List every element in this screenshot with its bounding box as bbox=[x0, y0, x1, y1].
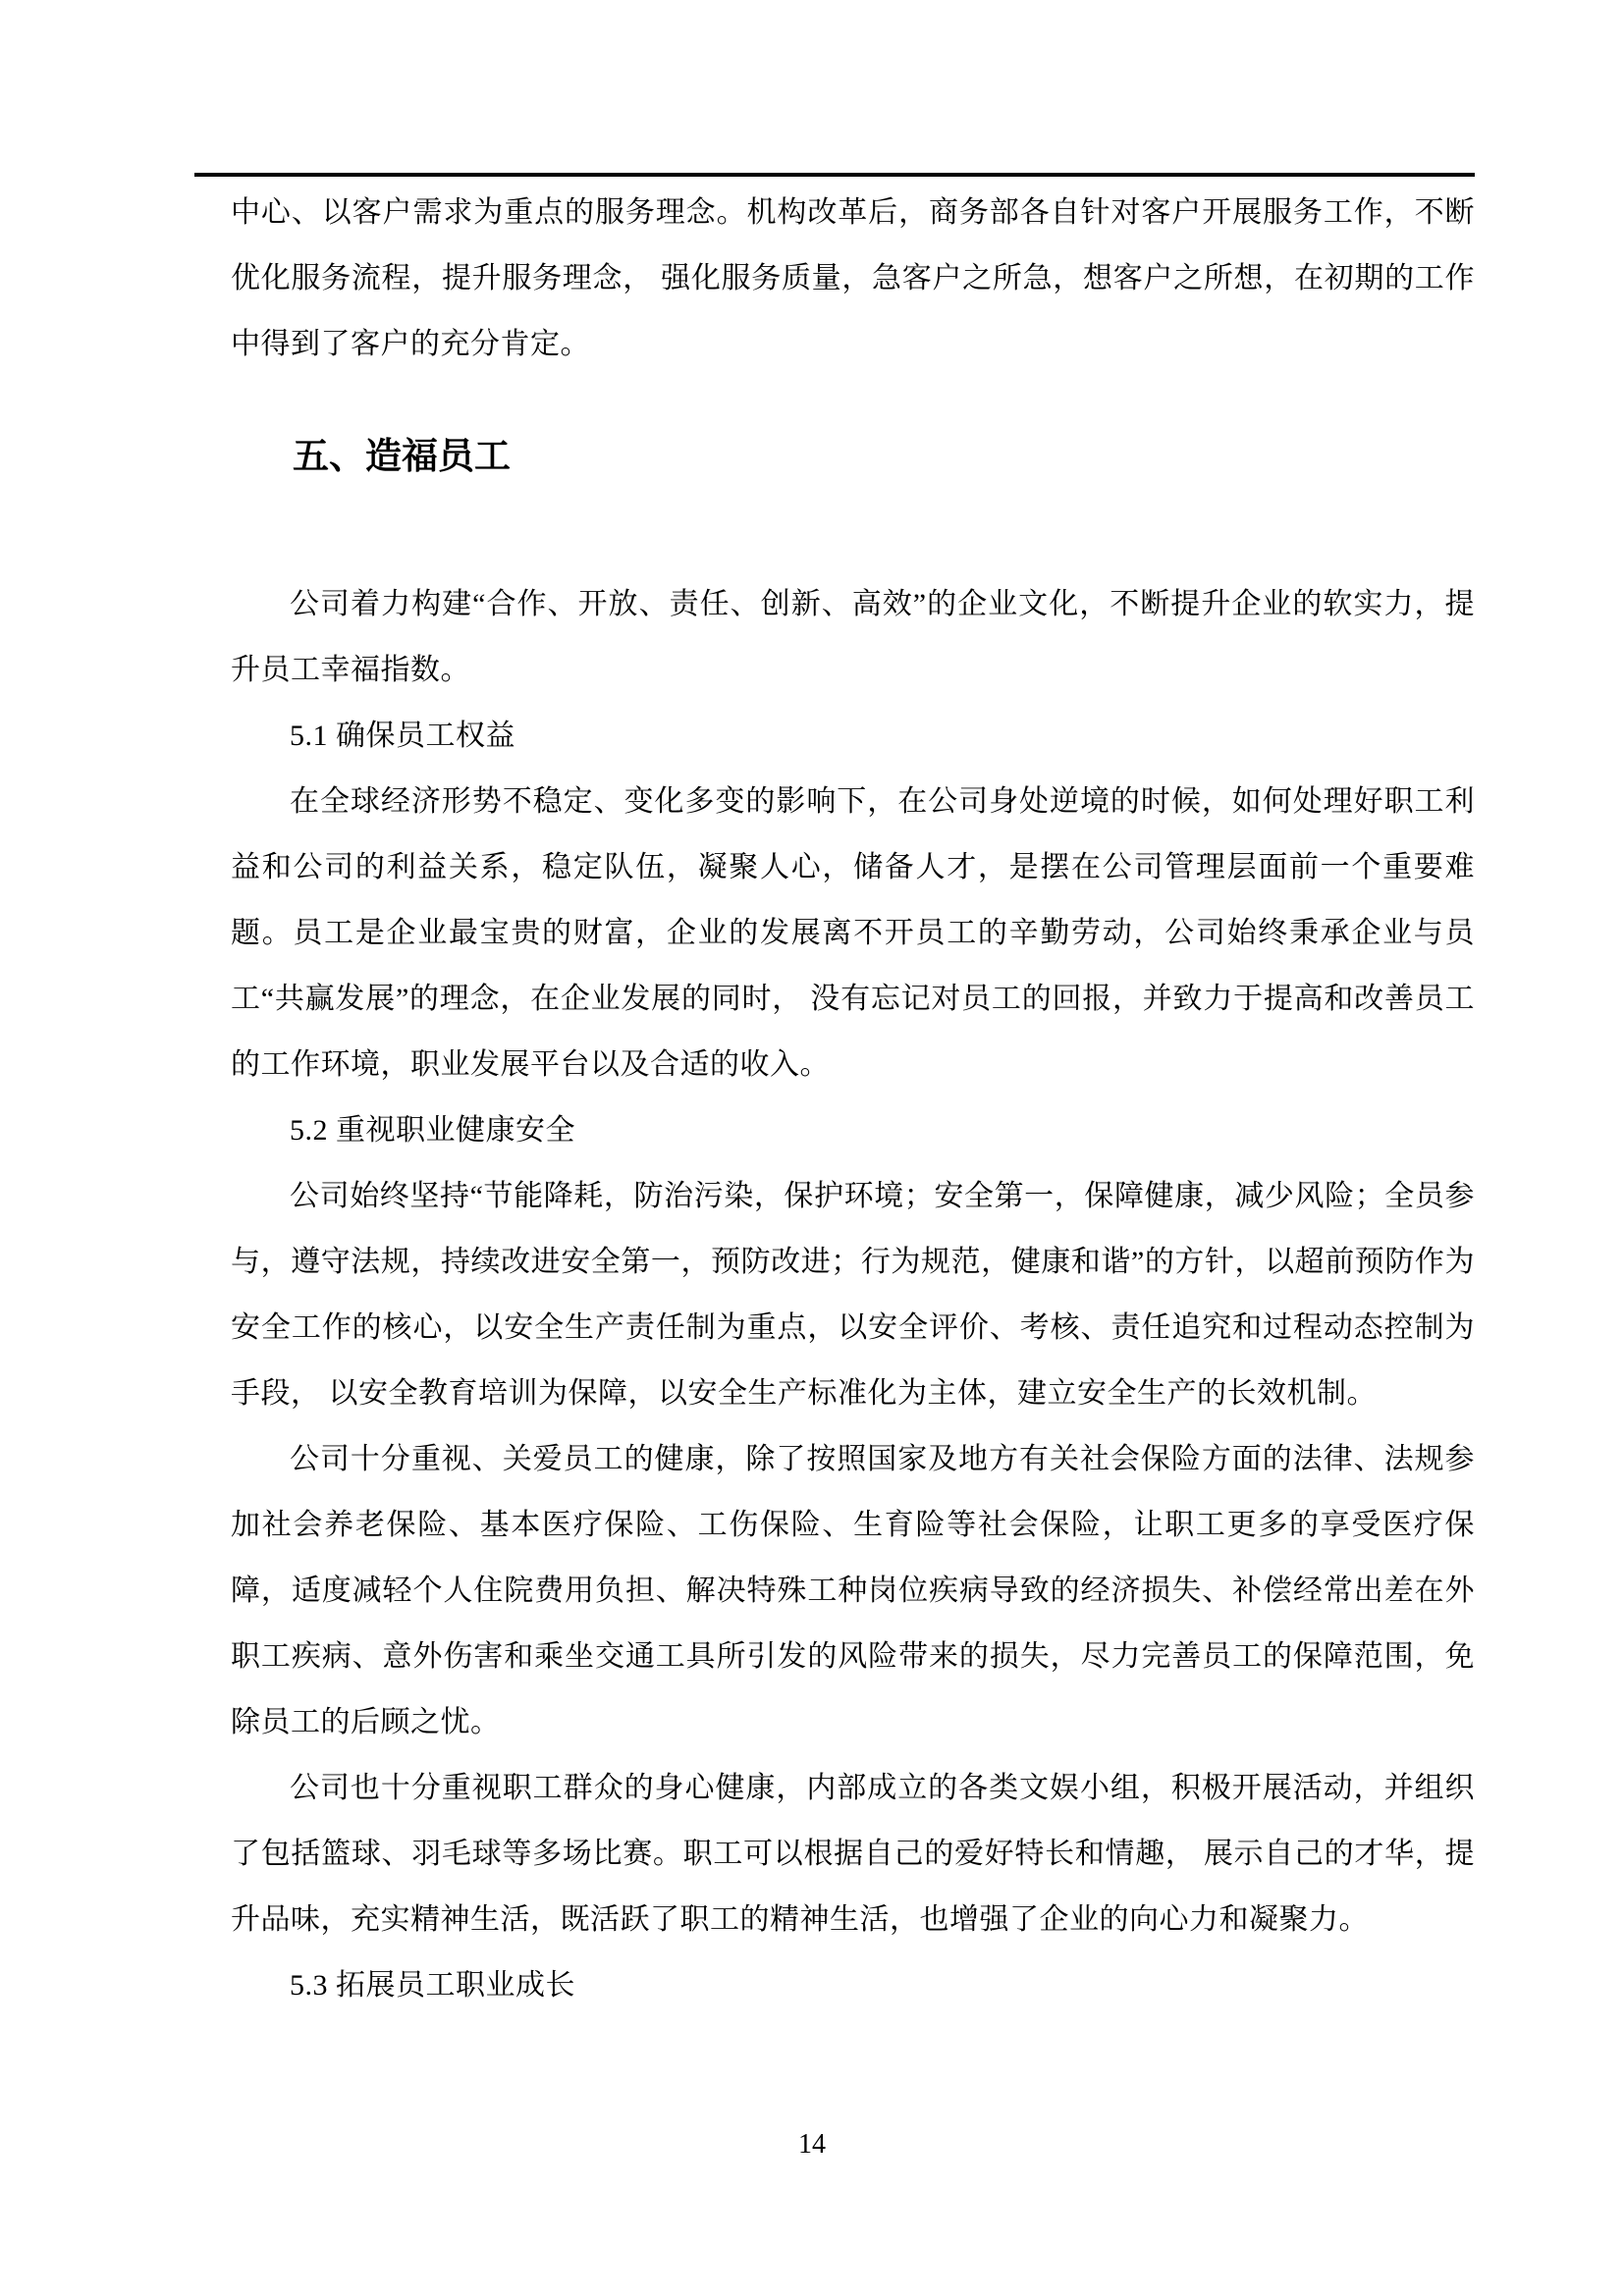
paragraph: 在全球经济形势不稳定、变化多变的影响下，在公司身处逆境的时候，如何处理好职工利益和公司的利益关系，稳定队伍，凝聚人心，储备人才，是摆在公司管理层面前一个重要难题。员工是企业最宝贵的财富，企业的发展离不开员工的辛勤劳动，公司始终秉承企业与员工“共赢发展”的理念，在企业发展的同时， 没有忘记对员工的回报，并致力于提高和改善员工的工作环境，职业发展平台以及合适的收入。 bbox=[231, 785, 1475, 1081]
paragraph: 公司也十分重视职工群众的身心健康，内部成立的各类文娱小组，积极开展活动，并组织了包括篮球、羽毛球等多场比赛。职工可以根据自己的爱好特长和情趣， 展示自己的才华，提升品味，充实精神生活，既活跃了职工的精神生活，也增强了企业的向心力和凝聚力。 bbox=[231, 1772, 1475, 1936]
page-number: 14 bbox=[798, 2129, 826, 2160]
subheading-5-3: 5.3 拓展员工职业成长 bbox=[290, 1969, 575, 2002]
subheading-5-2: 5.2 重视职业健康安全 bbox=[290, 1114, 575, 1147]
document-body bbox=[231, 180, 1475, 2018]
paragraph: 公司着力构建“合作、开放、责任、创新、高效”的企业文化，不断提升企业的软实力，提升员工幸福指数。 bbox=[231, 588, 1475, 686]
paragraph-continued: 中心、以客户需求为重点的服务理念。机构改革后，商务部各自针对客户开展服务工作，不断优化服务流程，提升服务理念， 强化服务质量，急客户之所急，想客户之所想，在初期的工作中得到了客户的充分肯定。 bbox=[231, 196, 1475, 360]
paragraph: 公司始终坚持“节能降耗，防治污染，保护环境；安全第一，保障健康，减少风险；全员参与，遵守法规，持续改进安全第一，预防改进；行为规范，健康和谐”的方针，以超前预防作为安全工作的核心，以安全生产责任制为重点，以安全评价、考核、责任追究和过程动态控制为手段， 以安全教育培训为保障，以安全生产标准化为主体，建立安全生产的长效机制。 bbox=[231, 1180, 1475, 1410]
paragraph: 公司十分重视、关爱员工的健康，除了按照国家及地方有关社会保险方面的法律、法规参加社会养老保险、基本医疗保险、工伤保险、生育险等社会保险，让职工更多的享受医疗保障，适度减轻个人住院费用负担、解决特殊工种岗位疾病导致的经济损失、补偿经常出差在外职工疾病、意外伤害和乘坐交通工具所引发的风险带来的损失，尽力完善员工的保障范围，免除员工的后顾之忧。 bbox=[231, 1443, 1475, 1738]
header-divider bbox=[194, 173, 1475, 177]
subheading-5-1: 5.1 确保员工权益 bbox=[290, 720, 515, 752]
section-heading: 五、造福员工 bbox=[293, 437, 511, 477]
